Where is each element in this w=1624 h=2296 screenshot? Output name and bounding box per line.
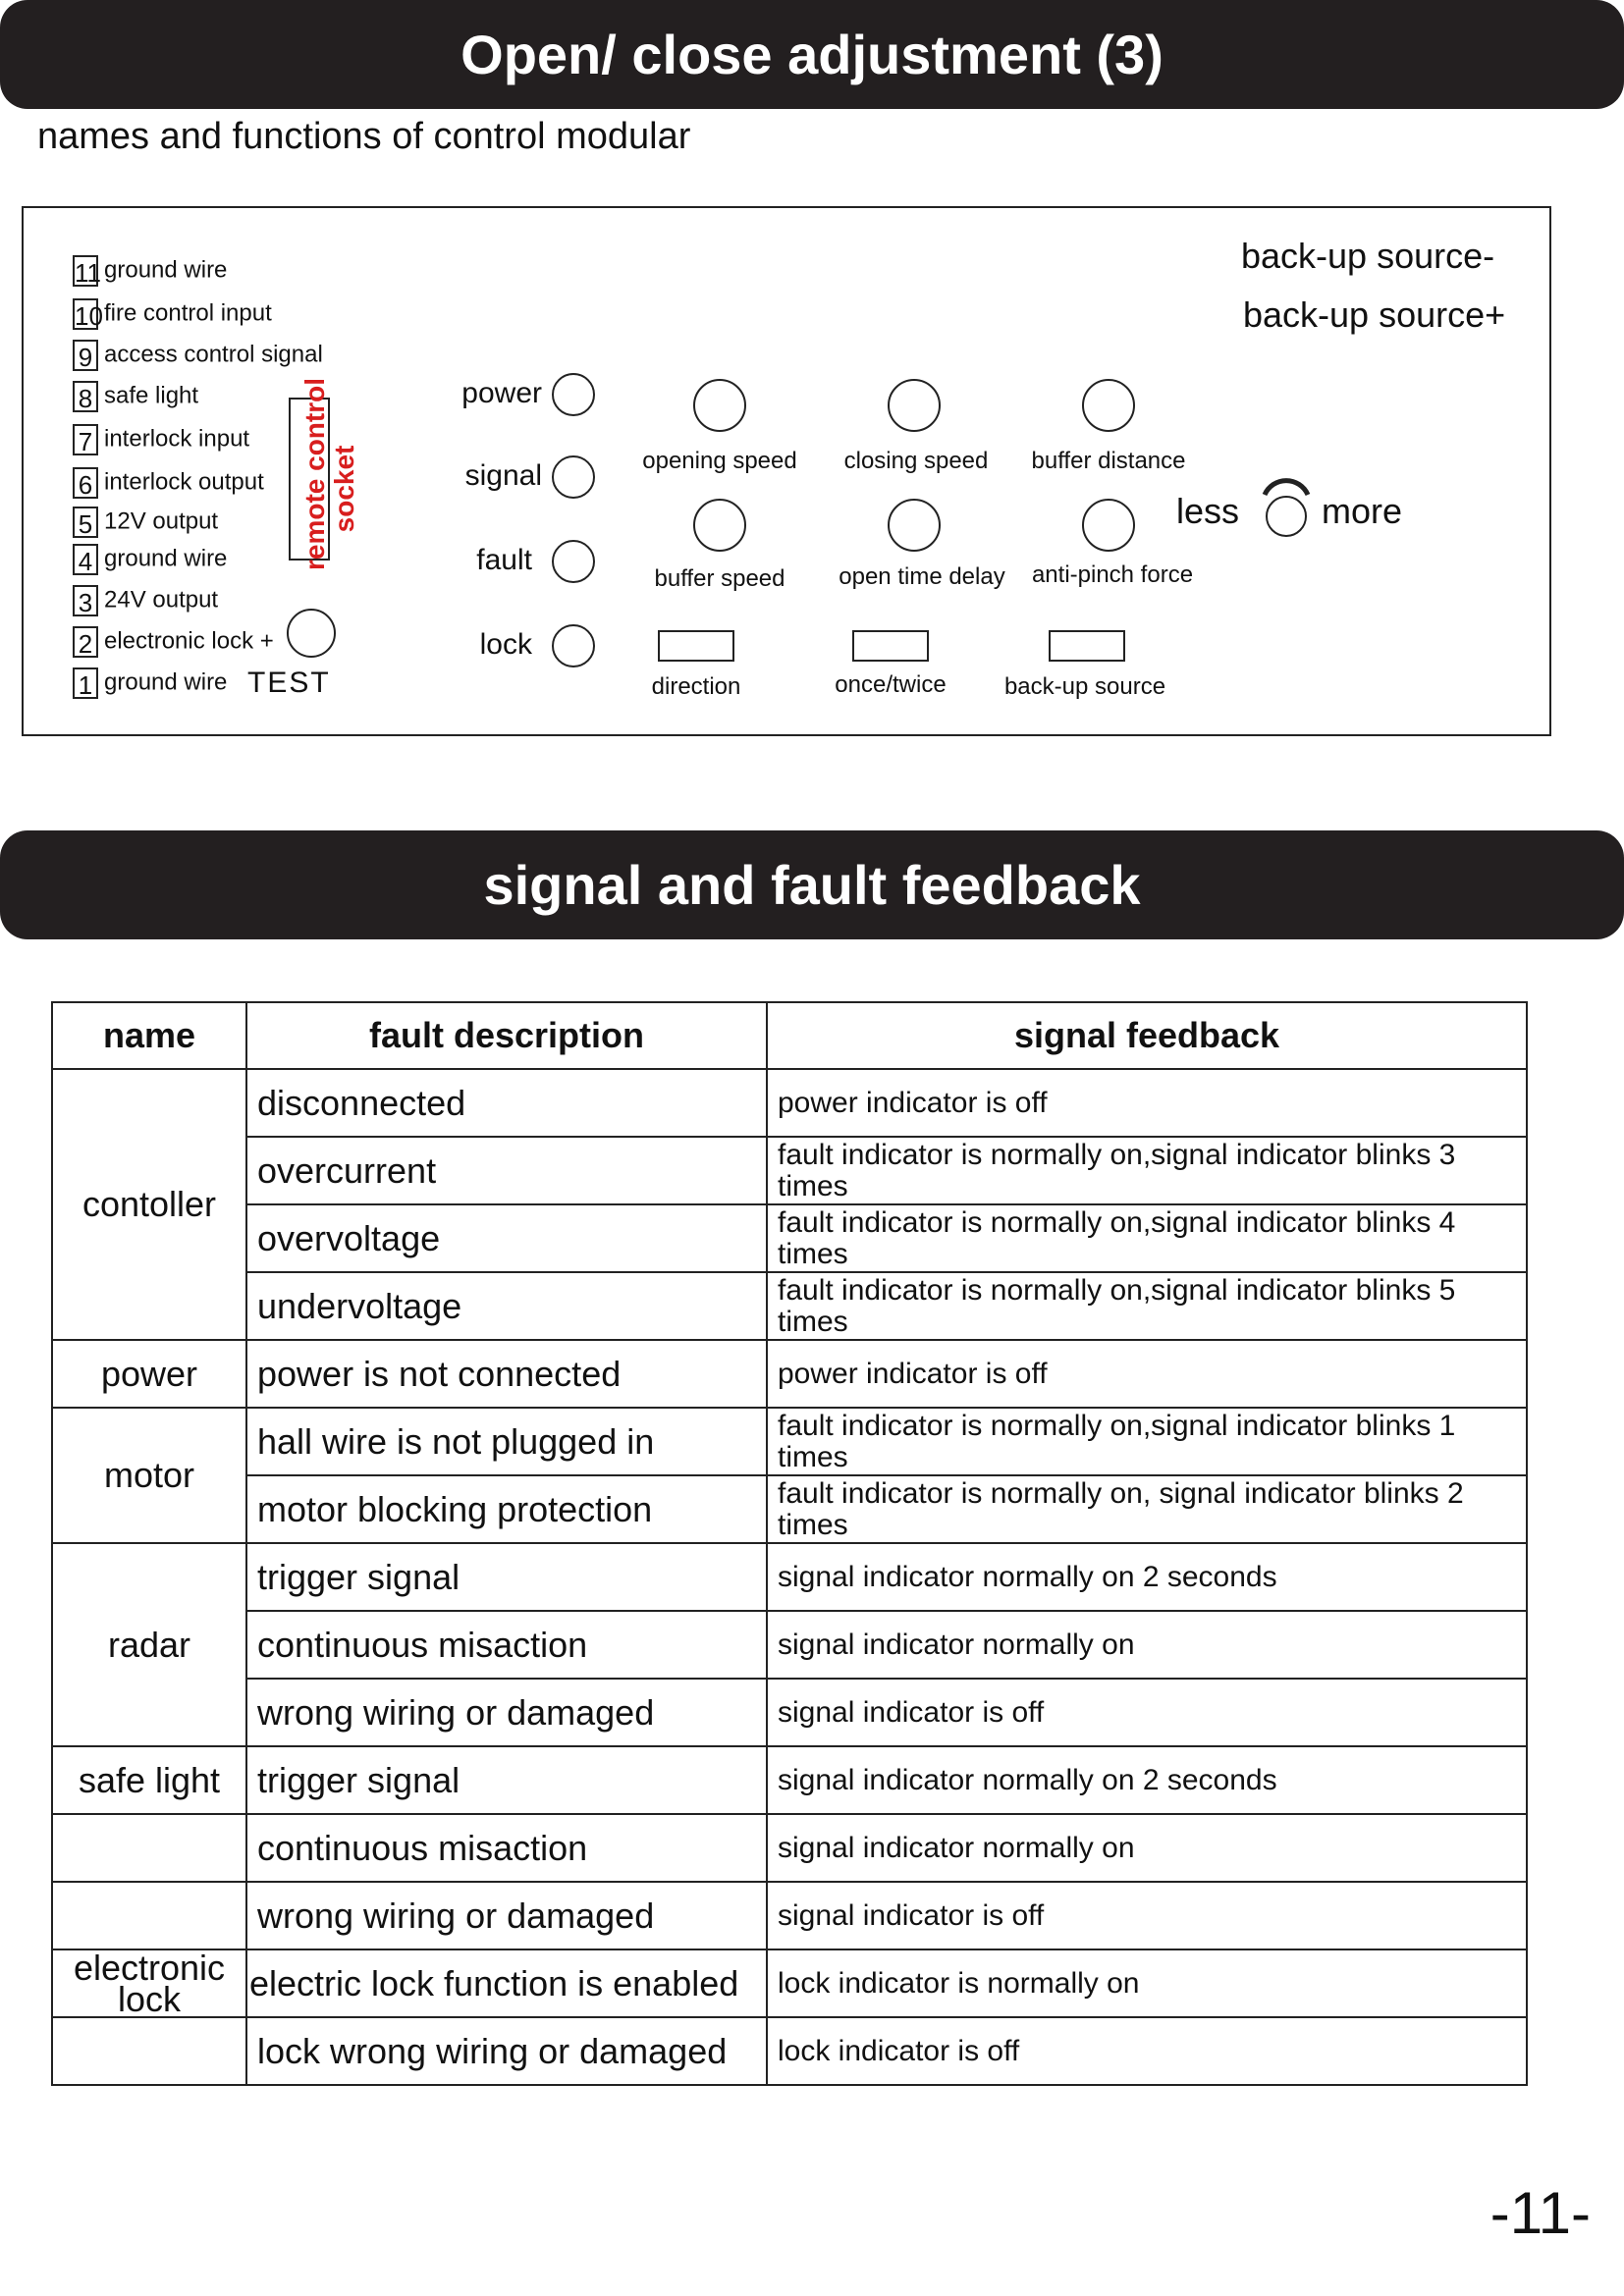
page-number: -11- [1489,2180,1591,2246]
indicator-label-lock: lock [479,628,532,661]
table-row [52,1949,1527,2017]
power-indicator-led [552,373,595,416]
more-label: more [1322,491,1403,531]
name-cell: power [52,1340,246,1408]
table-row [52,1137,1527,1204]
table-row [52,1882,1527,1949]
table-row [52,1746,1527,1814]
fault-indicator-led [552,540,595,583]
closing-speed-knob[interactable] [888,379,941,432]
feedback-cell: fault indicator is normally on,signal indicator blinks 1 times [767,1408,1527,1475]
description-cell: motor blocking protection [246,1475,767,1543]
terminal-number: 1 [73,667,98,699]
feedback-cell: signal indicator is off [767,1679,1527,1746]
column-header: fault description [246,1002,767,1069]
table-row [52,2017,1527,2085]
sensitivity-knob[interactable] [1257,471,1316,540]
feedback-cell: signal indicator is off [767,1882,1527,1949]
terminal-label: safe light [104,382,199,409]
terminal-label: ground wire [104,668,228,696]
name-cell: radar [52,1543,246,1746]
socket-label-1: remote control [299,377,330,571]
terminal-row [73,583,218,616]
back-up-source-switch[interactable] [1049,630,1125,662]
terminal-row [73,505,218,538]
indicator-label-signal: signal [464,459,542,492]
terminal-row [73,338,323,371]
name-cell [52,1882,246,1949]
section-title-banner [0,0,1624,109]
knob-label: buffer distance [1031,448,1186,474]
name-cell: contoller [52,1069,246,1340]
table-row [52,1679,1527,1746]
terminal-number: 5 [73,507,98,538]
once-twice-switch[interactable] [852,630,929,662]
subtitle: names and functions of control modular [37,116,691,157]
signal-indicator-led [552,455,595,499]
table-row [52,1475,1527,1543]
page-title: Open/ close adjustment (3) [460,24,1164,85]
buffer-distance-knob[interactable] [1082,379,1135,432]
terminal-number: 3 [73,585,98,616]
indicator-label-power: power [461,377,542,409]
table-header-row [52,1002,1527,1069]
terminal-label: ground wire [104,256,228,284]
column-header: name [52,1002,246,1069]
opening-speed-knob[interactable] [693,379,746,432]
lock-indicator-led [552,624,595,667]
name-cell [52,1814,246,1882]
description-cell: wrong wiring or damaged [246,1679,767,1746]
fault-feedback-table [51,1001,1528,2086]
table-row [52,1814,1527,1882]
feedback-cell: fault indicator is normally on,signal indicator blinks 5 times [767,1272,1527,1340]
terminal-label: 12V output [104,507,219,535]
feedback-cell: power indicator is off [767,1069,1527,1137]
feedback-cell: lock indicator is off [767,2017,1527,2085]
terminal-row [73,379,198,412]
control-module-diagram [22,206,1551,736]
table-row [52,1611,1527,1679]
terminal-row [73,253,227,287]
name-cell [52,2017,246,2085]
terminal-label: electronic lock + [104,627,274,655]
description-cell: power is not connected [246,1340,767,1408]
switch-label: back-up source [1003,673,1166,700]
description-cell: wrong wiring or damaged [246,1882,767,1949]
terminal-label: fire control input [104,299,272,327]
description-cell: lock wrong wiring or damaged [246,2017,767,2085]
terminal-number: 11 [73,255,98,287]
description-cell: hall wire is not plugged in [246,1408,767,1475]
terminal-number: 7 [73,424,98,455]
feedback-cell: fault indicator is normally on, signal indicator blinks 2 times [767,1475,1527,1543]
arc-indicator [1265,481,1308,495]
description-cell: undervoltage [246,1272,767,1340]
table-row [52,1408,1527,1475]
open-time-delay-knob[interactable] [888,499,941,552]
less-label: less [1176,491,1240,531]
knob-label: opening speed [642,448,797,474]
section-title: signal and fault feedback [483,854,1141,916]
terminal-row [73,542,227,575]
terminal-row [73,422,249,455]
indicator-label-fault: fault [476,544,532,576]
terminal-number: 8 [73,381,98,412]
feedback-cell: fault indicator is normally on,signal indicator blinks 3 times [767,1137,1527,1204]
direction-switch[interactable] [658,630,734,662]
table-row [52,1543,1527,1611]
knob-circle [1267,497,1306,536]
terminal-label: access control signal [104,341,323,368]
socket-label-2: socket [329,445,359,533]
name-cell: safe light [52,1746,246,1814]
description-cell: overvoltage [246,1204,767,1272]
description-cell: trigger signal [246,1543,767,1611]
terminal-number: 2 [73,626,98,658]
knob-label: closing speed [843,448,989,474]
test-label: TEST [247,667,331,699]
description-cell: continuous misaction [246,1814,767,1882]
name-cell: motor [52,1408,246,1543]
feedback-cell: lock indicator is normally on [767,1949,1527,2017]
description-cell: trigger signal [246,1746,767,1814]
switch-label: once/twice [835,671,947,698]
table-row [52,1204,1527,1272]
terminal-label: interlock output [104,468,264,496]
section-title-banner [0,830,1624,939]
terminal-label: interlock input [104,425,250,453]
knob-label: anti-pinch force [1031,561,1194,588]
table-row [52,1069,1527,1137]
terminal-row [73,666,227,699]
table-row [52,1340,1527,1408]
terminal-label: ground wire [104,545,228,572]
backup-source-plus-label: back-up source+ [1243,294,1506,335]
feedback-cell: signal indicator normally on [767,1611,1527,1679]
buffer-speed-knob[interactable] [693,499,746,552]
switch-label: direction [651,673,741,700]
knob-label: buffer speed [654,565,785,592]
description-cell: disconnected [246,1069,767,1137]
terminal-number: 10 [73,298,98,330]
terminal-row [73,296,272,330]
terminal-number: 4 [73,544,98,575]
terminal-row [73,465,264,499]
description-cell: overcurrent [246,1137,767,1204]
column-header: signal feedback [767,1002,1527,1069]
terminal-label: 24V output [104,586,219,614]
terminal-number: 9 [73,340,98,371]
feedback-cell: power indicator is off [767,1340,1527,1408]
knob-label: open time delay [839,563,1005,590]
feedback-cell: fault indicator is normally on,signal indicator blinks 4 times [767,1204,1527,1272]
description-cell: continuous misaction [246,1611,767,1679]
description-cell: electric lock function is enabled [246,1949,767,2017]
terminal-row [73,624,274,658]
terminal-number: 6 [73,467,98,499]
feedback-cell: signal indicator normally on 2 seconds [767,1746,1527,1814]
feedback-cell: signal indicator normally on [767,1814,1527,1882]
feedback-cell: signal indicator normally on 2 seconds [767,1543,1527,1611]
anti-pinch-force-knob[interactable] [1082,499,1135,552]
name-cell: electronic lock [52,1949,246,2017]
backup-source-minus-label: back-up source- [1241,236,1495,276]
table-row [52,1272,1527,1340]
